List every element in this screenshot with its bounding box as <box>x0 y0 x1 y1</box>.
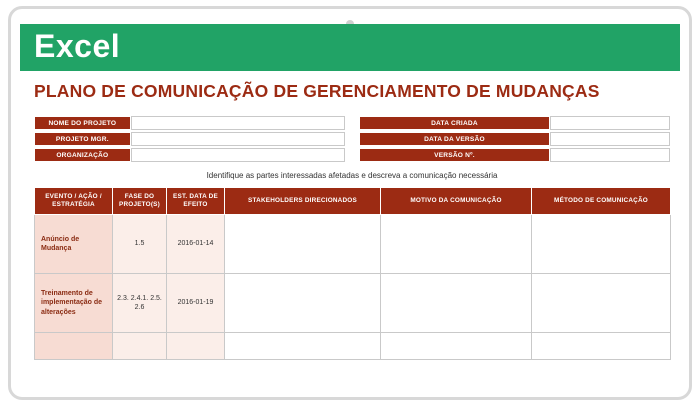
field-label-data-da-versao: DATA DA VERSÃO <box>359 132 550 146</box>
spreadsheet-screen <box>20 24 680 386</box>
cell-motivo[interactable] <box>381 215 532 274</box>
cell-motivo[interactable] <box>381 274 532 333</box>
info-row <box>34 116 670 130</box>
col-header-stakeholders: STAKEHOLDERS DIRECIONADOS <box>225 188 381 215</box>
cell-evento[interactable]: Anúncio de Mudança <box>35 215 113 274</box>
project-info-grid <box>34 116 670 164</box>
field-label-data-criada: DATA CRIADA <box>359 116 550 130</box>
cell-data-efeito[interactable]: 2016-01-19 <box>167 274 225 333</box>
field-value-organizacao[interactable] <box>131 148 346 162</box>
table-row[interactable] <box>35 215 671 274</box>
field-value-nome-do-projeto[interactable] <box>131 116 346 130</box>
cell-motivo[interactable] <box>381 333 532 360</box>
excel-logo: Excel <box>34 28 121 64</box>
field-value-versao-no[interactable] <box>550 148 670 162</box>
cell-data-efeito[interactable]: 2016-01-14 <box>167 215 225 274</box>
cell-metodo[interactable] <box>532 274 671 333</box>
instruction-text: Identifique as partes interessadas afetadas e descreva a comunicação necessária <box>206 171 498 180</box>
table-row[interactable] <box>35 333 671 360</box>
cell-stakeholders[interactable] <box>225 215 381 274</box>
info-spacer <box>345 116 359 130</box>
table-header-row <box>35 188 671 215</box>
cell-metodo[interactable] <box>532 333 671 360</box>
cell-stakeholders[interactable] <box>225 274 381 333</box>
field-label-versao-no: VERSÃO Nº. <box>359 148 550 162</box>
cell-data-efeito[interactable] <box>167 333 225 360</box>
col-header-motivo: MOTIVO DA COMUNICAÇÃO <box>381 188 532 215</box>
info-spacer <box>345 148 359 162</box>
cell-stakeholders[interactable] <box>225 333 381 360</box>
field-label-organizacao: ORGANIZAÇÃO <box>34 148 131 162</box>
info-row <box>34 132 670 146</box>
cell-fase[interactable]: 1.5 <box>113 215 167 274</box>
field-value-projeto-mgr[interactable] <box>131 132 346 146</box>
info-spacer <box>345 132 359 146</box>
communication-plan-table <box>34 187 671 360</box>
cell-fase[interactable]: 2.3. 2.4.1. 2.5. 2.6 <box>113 274 167 333</box>
page-title: PLANO DE COMUNICAÇÃO DE GERENCIAMENTO DE MUDANÇAS <box>34 81 600 101</box>
col-header-fase: FASE DO PROJETO(S) <box>113 188 167 215</box>
table-row[interactable] <box>35 274 671 333</box>
col-header-metodo: MÉTODO DE COMUNICAÇÃO <box>532 188 671 215</box>
field-label-nome-do-projeto: NOME DO PROJETO <box>34 116 131 130</box>
col-header-evento: EVENTO / AÇÃO / ESTRATÉGIA <box>35 188 113 215</box>
field-label-projeto-mgr: PROJETO MGR. <box>34 132 131 146</box>
field-value-data-da-versao[interactable] <box>550 132 670 146</box>
info-row <box>34 148 670 162</box>
cell-fase[interactable] <box>113 333 167 360</box>
cell-metodo[interactable] <box>532 215 671 274</box>
cell-evento[interactable] <box>35 333 113 360</box>
col-header-data-efeito: EST. DATA DE EFEITO <box>167 188 225 215</box>
field-value-data-criada[interactable] <box>550 116 670 130</box>
cell-evento[interactable]: Treinamento de implementação de alterações <box>35 274 113 333</box>
excel-banner <box>20 24 680 71</box>
